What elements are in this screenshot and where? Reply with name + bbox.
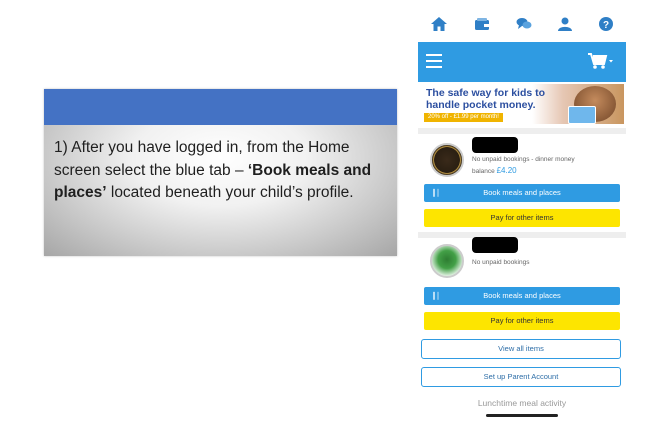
- hamburger-menu-icon[interactable]: [426, 54, 442, 70]
- user-icon[interactable]: [558, 17, 572, 31]
- instruction-header-bar: [44, 89, 397, 125]
- chat-icon[interactable]: [516, 17, 532, 31]
- school-crest-icon: [430, 143, 464, 177]
- pay-other-items-button[interactable]: Pay for other items: [424, 209, 620, 227]
- banner-offer: 20% off - £1.99 per month!: [424, 113, 503, 122]
- cutlery-icon: ∥∣: [432, 291, 440, 300]
- child-name-redacted: [472, 237, 518, 253]
- book-meals-button[interactable]: ∥∣ Book meals and places: [424, 287, 620, 305]
- instruction-text-part1: 1) After you have logged in, from the Home screen select the blue tab –: [54, 139, 350, 179]
- app-header: [418, 42, 626, 82]
- instruction-text-part2: located beneath your child’s profile.: [106, 184, 354, 201]
- banner-card-image: [568, 106, 596, 124]
- cutlery-icon: ∥∣: [432, 188, 440, 197]
- setup-parent-account-button[interactable]: Set up Parent Account: [421, 367, 621, 387]
- section-divider: [418, 128, 626, 134]
- top-icon-bar: [418, 8, 626, 40]
- pay-other-items-button[interactable]: Pay for other items: [424, 312, 620, 330]
- cart-icon[interactable]: [588, 52, 614, 75]
- view-all-items-button[interactable]: View all items: [421, 339, 621, 359]
- section-divider: [418, 232, 626, 238]
- home-indicator[interactable]: [486, 414, 558, 417]
- instruction-bold-label: ‘Book meals and places’: [54, 161, 372, 201]
- school-tree-logo-icon: [430, 244, 464, 278]
- child1-status: No unpaid bookings - dinner money balance £4.20: [472, 156, 575, 175]
- help-glyph: ?: [602, 20, 609, 31]
- help-icon[interactable]: [599, 17, 613, 31]
- lunchtime-activity-heading: Lunchtime meal activity: [477, 398, 567, 408]
- child2-status: No unpaid bookings: [472, 259, 530, 266]
- promo-banner[interactable]: [420, 84, 624, 124]
- child1-balance: £4.20: [496, 166, 517, 175]
- child-name-redacted: [472, 137, 518, 153]
- book-meals-button[interactable]: ∥∣ Book meals and places: [424, 184, 620, 202]
- instruction-text: [44, 125, 397, 256]
- home-icon[interactable]: [431, 17, 447, 31]
- instruction-panel: [44, 89, 397, 256]
- banner-line1: The safe way for kids to: [426, 87, 546, 99]
- banner-line2: handle pocket money.: [426, 99, 536, 111]
- wallet-icon[interactable]: [474, 17, 490, 31]
- phone-screenshot: [418, 8, 626, 424]
- banner-headline: [426, 87, 545, 111]
